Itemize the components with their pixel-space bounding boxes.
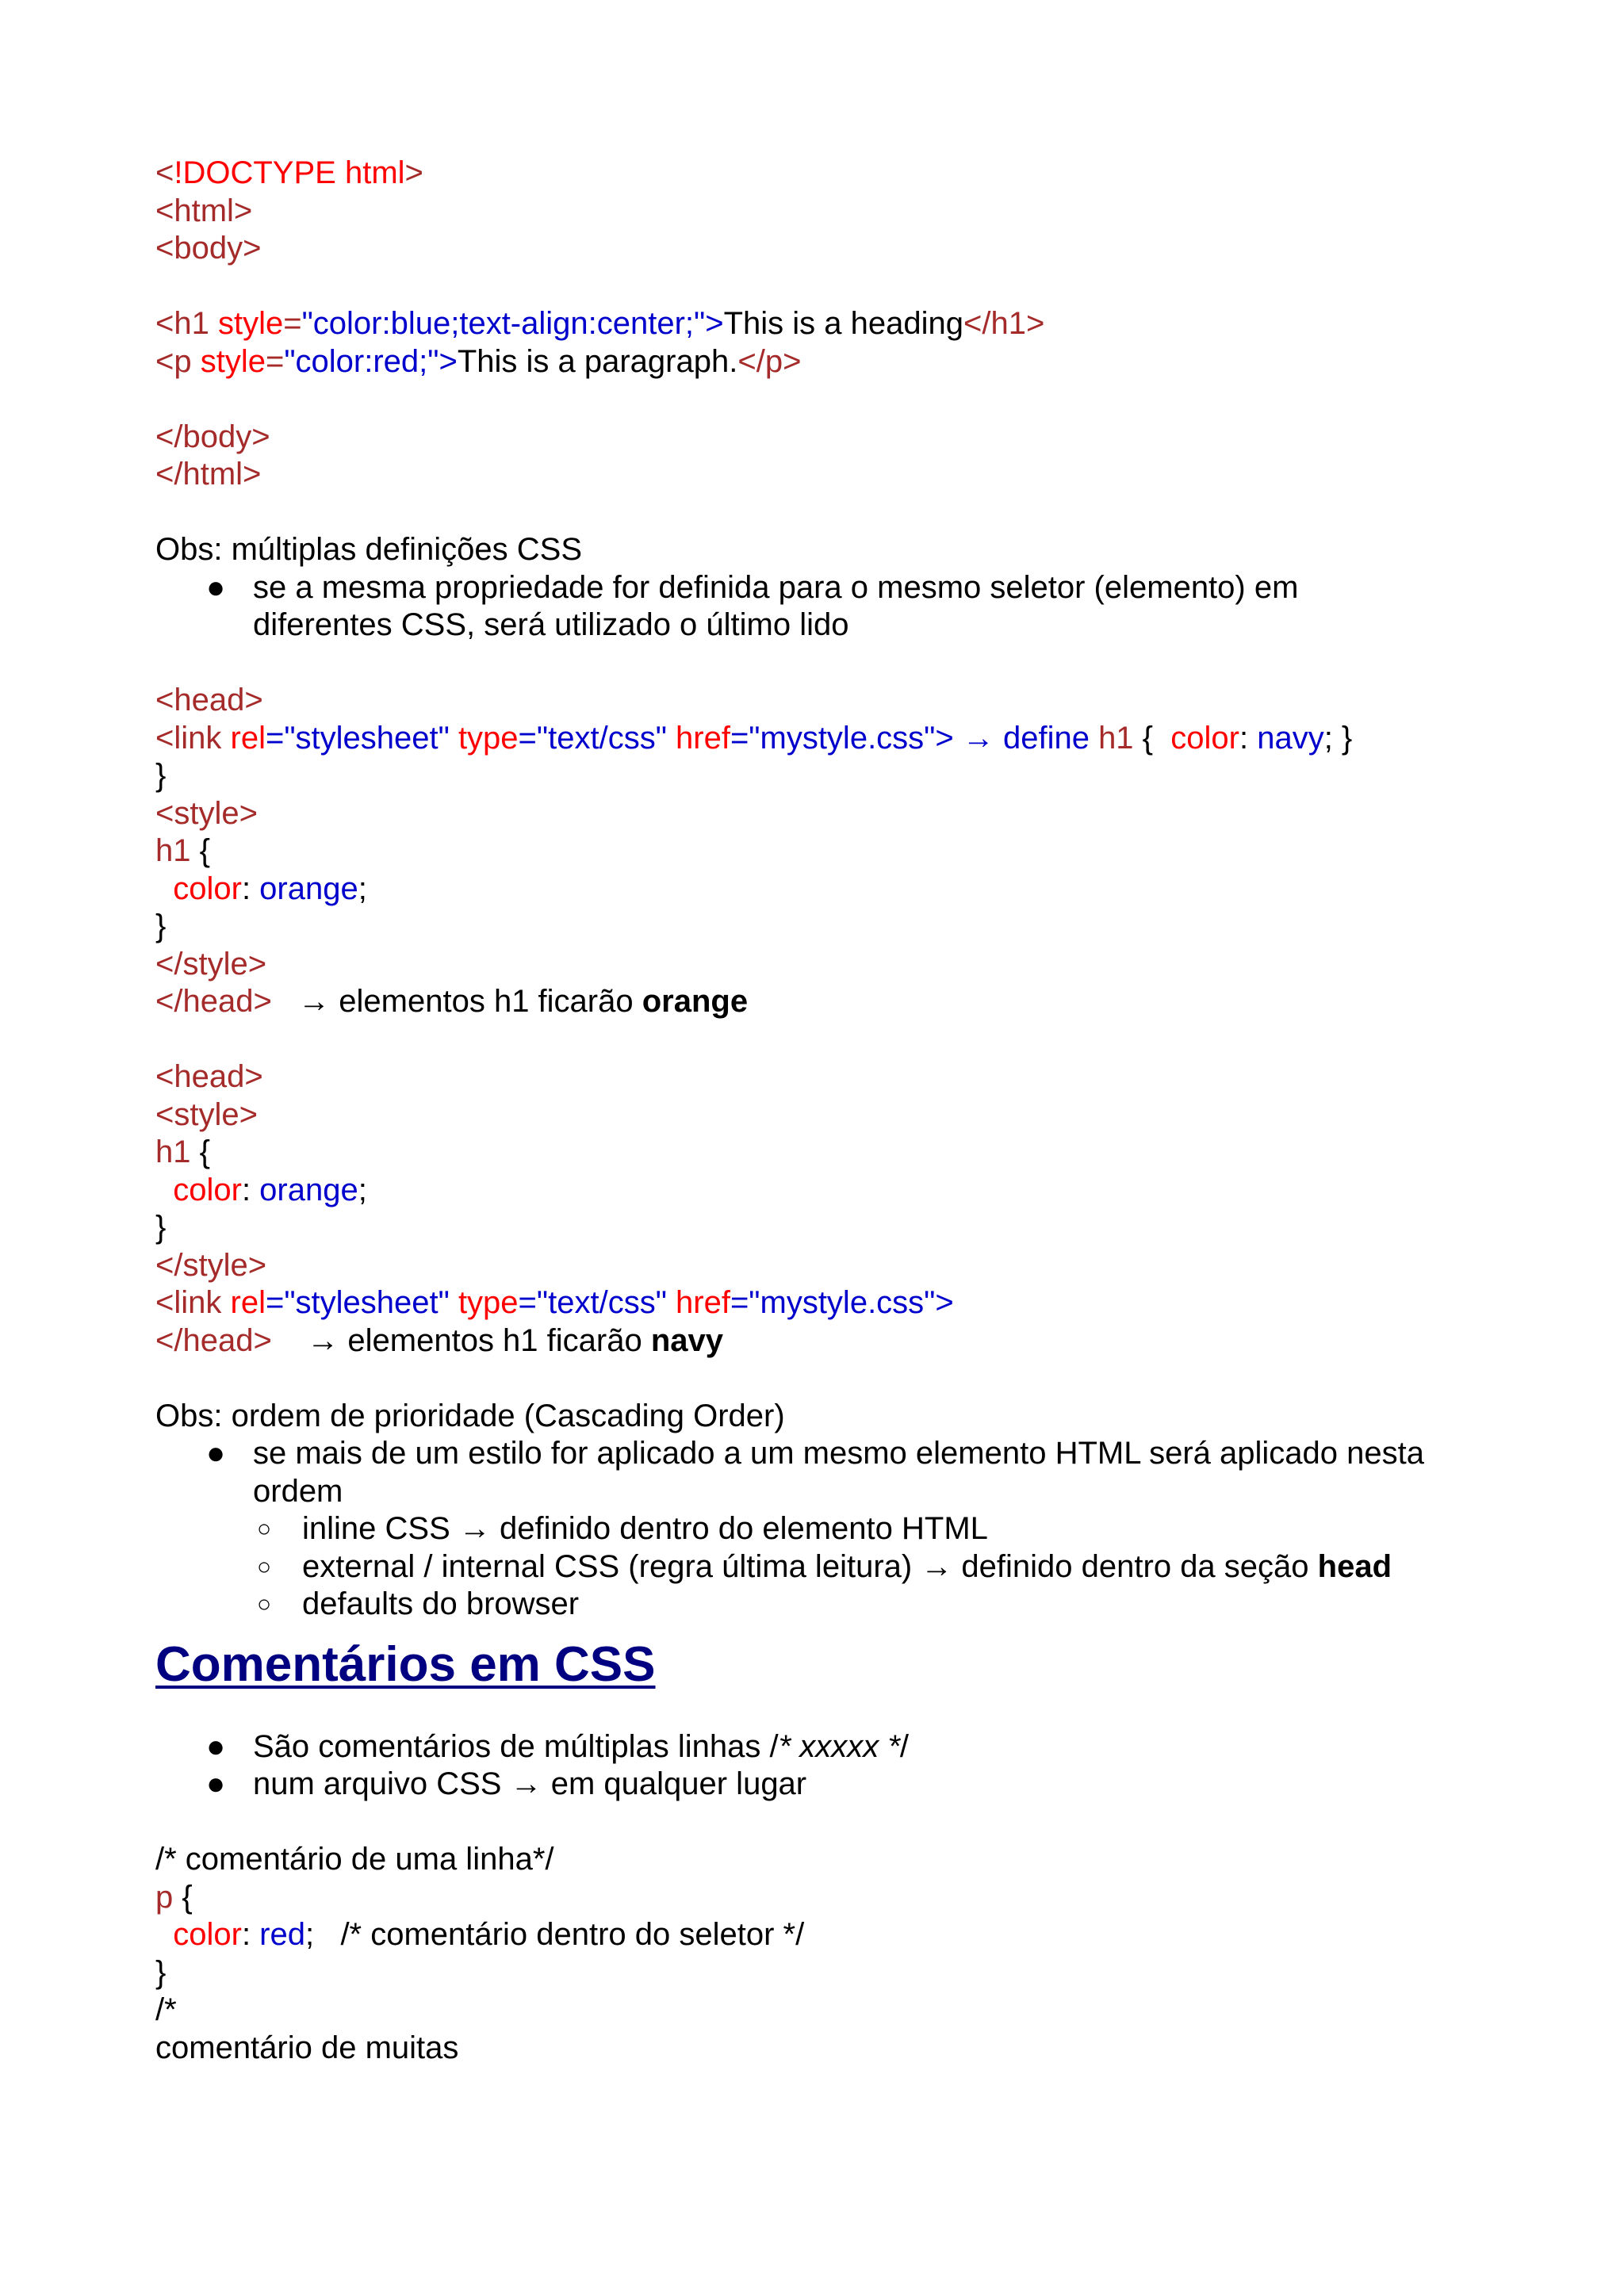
bullet-item bbox=[155, 569, 1503, 645]
sub-bullet-icon: ○ bbox=[257, 1553, 272, 1580]
code-token: : bbox=[241, 1917, 260, 1952]
sub-bullet-emphasis: head bbox=[1317, 1548, 1392, 1584]
code-token: "color:blue;text-align:center;"> bbox=[301, 306, 724, 341]
code-token: This is a paragraph. bbox=[457, 343, 738, 379]
code-line: <head> bbox=[155, 683, 263, 718]
code-line bbox=[155, 1134, 1503, 1172]
code-line: <body> bbox=[155, 231, 262, 266]
code-token: ="mystyle.css"> bbox=[730, 1285, 954, 1320]
sub-bullet-item bbox=[155, 1510, 1503, 1548]
sub-bullet-text: defaults do browser bbox=[302, 1586, 580, 1621]
bullet-text-line: diferentes CSS, será utilizado o último lido bbox=[253, 607, 849, 642]
code-token: <p bbox=[155, 343, 192, 379]
code-line: </style> bbox=[155, 1247, 267, 1283]
code-line: <html> bbox=[155, 193, 253, 228]
code-line bbox=[155, 983, 1503, 1021]
code-token: </h1> bbox=[963, 306, 1045, 341]
code-token: ="stylesheet" bbox=[265, 720, 450, 756]
code-line: comentário de muitas bbox=[155, 2030, 459, 2065]
code-line bbox=[155, 305, 1503, 343]
code-token: type bbox=[449, 720, 519, 756]
code-token: </head> bbox=[155, 1322, 272, 1358]
obs-title: Obs: ordem de prioridade (Cascading Order) bbox=[155, 1398, 785, 1433]
code-token: { bbox=[173, 1879, 193, 1915]
sub-bullet-icon: ○ bbox=[257, 1516, 272, 1542]
code-token: : bbox=[241, 1172, 260, 1207]
code-line bbox=[155, 720, 1503, 758]
code-token: ; /* comentário dentro do seletor */ bbox=[304, 1917, 805, 1952]
code-token: h1 bbox=[155, 1135, 191, 1169]
code-token: h1 bbox=[1098, 720, 1134, 756]
sub-bullet-text: inline CSS → definido dentro do elemento HTML bbox=[302, 1511, 988, 1546]
sub-bullet-item bbox=[155, 1548, 1503, 1586]
code-token: color bbox=[155, 1172, 242, 1207]
code-token: style bbox=[191, 343, 266, 379]
code-line bbox=[155, 1322, 1503, 1360]
blank-line bbox=[155, 381, 1503, 419]
code-token: color bbox=[1170, 720, 1239, 756]
sub-bullet-text: external / internal CSS (regra última leitura) → definido dentro da seção bbox=[302, 1548, 1318, 1584]
bullet-item bbox=[155, 1435, 1503, 1510]
code-token: h1 bbox=[155, 833, 191, 868]
sub-bullet-icon: ○ bbox=[257, 1591, 272, 1617]
bullet-item bbox=[155, 1766, 1503, 1804]
code-token: <h1 bbox=[155, 306, 209, 341]
result-emphasis: navy bbox=[650, 1322, 724, 1358]
code-line: </style> bbox=[155, 946, 267, 982]
bullet-icon: ● bbox=[206, 1766, 226, 1801]
code-line: /* bbox=[155, 1992, 177, 2027]
code-token: ; } bbox=[1323, 720, 1353, 756]
code-token: orange bbox=[259, 871, 358, 906]
code-line bbox=[155, 1172, 1503, 1210]
code-token: > bbox=[404, 155, 423, 190]
section-heading: Comentários em CSS bbox=[155, 1636, 656, 1692]
code-token: = bbox=[265, 343, 285, 379]
blank-line bbox=[155, 1360, 1503, 1398]
code-token: html bbox=[335, 155, 405, 190]
code-token: ="text/css" bbox=[518, 1285, 667, 1320]
code-token: </head> bbox=[155, 984, 272, 1019]
code-token: This is a heading bbox=[723, 306, 963, 341]
code-line: } bbox=[155, 909, 167, 943]
blank-line bbox=[155, 494, 1503, 532]
code-line: } bbox=[155, 1954, 167, 1990]
code-line: /* comentário de uma linha*/ bbox=[155, 1842, 554, 1877]
code-token: rel bbox=[221, 720, 266, 756]
obs-title: Obs: múltiplas definições CSS bbox=[155, 532, 583, 567]
bullet-icon: ● bbox=[206, 1436, 226, 1471]
code-line bbox=[155, 1916, 1503, 1954]
code-line bbox=[155, 1284, 1503, 1322]
code-line: <style> bbox=[155, 1096, 258, 1132]
code-line bbox=[155, 155, 1503, 193]
code-token: color bbox=[155, 1917, 242, 1952]
code-line: </html> bbox=[155, 457, 262, 492]
code-line: } bbox=[155, 758, 167, 793]
code-token: <link bbox=[155, 1285, 222, 1320]
code-token: < bbox=[155, 155, 174, 190]
bullet-item bbox=[155, 1728, 1503, 1766]
code-token: = bbox=[283, 306, 302, 341]
code-token: !DOCTYPE bbox=[174, 155, 336, 190]
code-line: <head> bbox=[155, 1059, 263, 1094]
code-line bbox=[155, 1879, 1503, 1917]
code-token: style bbox=[209, 306, 284, 341]
bullet-text: num arquivo CSS → em qualquer lugar bbox=[253, 1766, 807, 1801]
bullet-text-line: se mais de um estilo for aplicado a um mesmo elemento HTML será aplicado nesta bbox=[253, 1436, 1424, 1471]
blank-line bbox=[155, 268, 1503, 306]
code-token: color bbox=[155, 871, 242, 906]
code-token: "color:red;"> bbox=[284, 343, 458, 379]
code-token: ="text/css" bbox=[518, 720, 667, 756]
document-content bbox=[155, 155, 1503, 2067]
code-token: red bbox=[259, 1917, 305, 1952]
code-token: href bbox=[666, 1285, 730, 1320]
code-line: <style> bbox=[155, 795, 258, 831]
code-token: orange bbox=[259, 1172, 358, 1207]
code-token: href bbox=[666, 720, 730, 756]
code-token: navy bbox=[1257, 720, 1324, 756]
bullet-text: São comentários de múltiplas linhas / bbox=[253, 1728, 779, 1764]
code-token: <link bbox=[155, 720, 222, 756]
code-token: { bbox=[190, 1135, 210, 1169]
code-token: ; bbox=[358, 1172, 367, 1207]
code-token: ; bbox=[358, 871, 367, 906]
result-note: → elementos h1 ficarão bbox=[271, 1322, 651, 1358]
code-token: rel bbox=[221, 1285, 266, 1320]
code-token: p bbox=[155, 1879, 174, 1915]
code-token: ="stylesheet" bbox=[265, 1285, 450, 1320]
code-line: </body> bbox=[155, 419, 270, 454]
code-token: { bbox=[190, 833, 210, 868]
code-token: type bbox=[449, 1285, 519, 1320]
bullet-icon: ● bbox=[206, 1728, 226, 1764]
code-line: } bbox=[155, 1210, 167, 1245]
bullet-text: / bbox=[899, 1728, 910, 1764]
code-line bbox=[155, 832, 1503, 871]
result-note: → elementos h1 ficarão bbox=[271, 984, 642, 1019]
bullet-italic-text: * xxxxx * bbox=[778, 1728, 900, 1764]
blank-line bbox=[155, 645, 1503, 683]
code-line bbox=[155, 343, 1503, 381]
code-token: </p> bbox=[737, 343, 802, 379]
result-emphasis: orange bbox=[642, 984, 749, 1019]
bullet-text-line: ordem bbox=[253, 1473, 343, 1509]
code-token: ="mystyle.css"> bbox=[730, 720, 954, 756]
sub-bullet-item bbox=[155, 1586, 1503, 1624]
bullet-icon: ● bbox=[206, 569, 226, 605]
blank-line bbox=[155, 1804, 1503, 1842]
bullet-text-line: se a mesma propriedade for definida para o mesmo seletor (elemento) em bbox=[253, 569, 1299, 605]
code-token: : bbox=[241, 871, 260, 906]
code-token: → define bbox=[953, 720, 1099, 756]
code-token: { bbox=[1133, 720, 1171, 756]
code-line bbox=[155, 871, 1503, 909]
code-token: : bbox=[1239, 720, 1258, 756]
blank-line bbox=[155, 1021, 1503, 1059]
